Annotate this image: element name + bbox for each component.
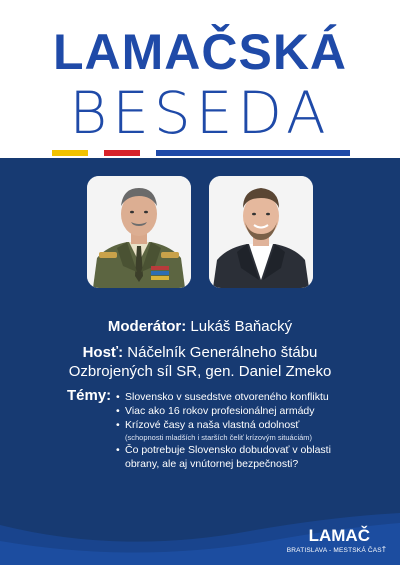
guest-line-1	[0, 343, 400, 362]
lamac-logo: LAMAČ	[308, 526, 370, 545]
list-item: • Slovensko v susedstve otvoreného konfliktu	[116, 391, 329, 403]
title-lamacska: LAMAČSKÁ	[52, 24, 348, 80]
moderator-label: Moderátor:	[107, 318, 187, 335]
bullet-icon: •	[116, 391, 120, 403]
list-item: • Viac ako 16 rokov profesionálnej armády	[116, 405, 315, 417]
topics-list	[116, 390, 366, 471]
list-item: • Čo potrebuje Slovensko dobudovať v oblasti	[116, 444, 331, 456]
officer-portrait-icon	[87, 176, 191, 288]
guest-label: Hosť:	[82, 344, 124, 361]
title-beseda: BESEDA	[69, 79, 331, 147]
guest-line-2: Ozbrojených síl SR, gen. Daniel Zmeko	[68, 363, 332, 380]
stripe-blue	[156, 150, 350, 156]
color-stripes	[0, 150, 400, 158]
stripe-yellow	[52, 150, 88, 156]
lamac-logo-subtitle: BRATISLAVA - MESTSKÁ ČASŤ	[286, 547, 386, 554]
topic-note: (schopnosti mladších i starších čeliť krízovým situáciám)	[125, 433, 313, 442]
bullet-icon: •	[116, 419, 120, 431]
moderator-portrait-icon	[209, 176, 313, 288]
moderator-name: Lukáš Baňacký	[190, 318, 293, 335]
moderator-line	[0, 317, 400, 336]
list-item-continued: obrany, ale aj vnútornej bezpečnosti?	[125, 458, 299, 470]
bullet-icon: •	[116, 405, 120, 417]
bullet-icon: •	[116, 444, 120, 456]
list-item: • Krízové časy a naša vlastná odolnosť	[116, 419, 300, 431]
stripe-red	[104, 150, 140, 156]
topics-label: Témy:	[67, 387, 112, 404]
guest-title: Náčelník Generálneho štábu	[127, 344, 318, 361]
